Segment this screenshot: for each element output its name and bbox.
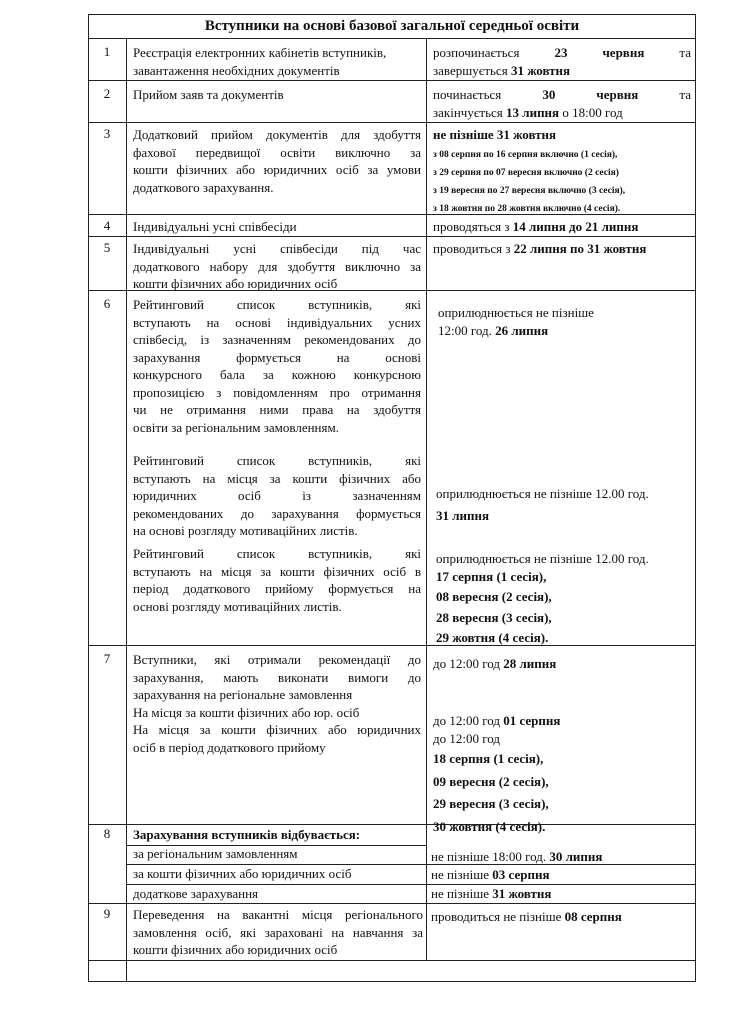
row-description: Індивідуальні усні співбесіди під час додаткового набору для здобуття виключно за кошти фізичних або юридичних осіб: [133, 241, 421, 291]
row-timing: до 12:00 год 01 серпня до 12:00 год 18 серпня (1 сесія), 09 вересня (2 сесія), 29 вересня (3 сесія), 30 жовтня (4 сесія).: [433, 713, 561, 834]
row-number: 2: [103, 86, 111, 101]
column-divider-time: [426, 38, 427, 960]
row-timing: оприлюднюється не пізніше 12.00 год. 31 липня: [436, 486, 649, 523]
row-description: Переведення на вакантні місця регіонального замовлення осіб, які зараховані на навчання за кошти фізичних або юридичних осіб: [133, 907, 423, 957]
row-number: 8: [103, 826, 111, 841]
row-description: Реєстрація електронних кабінетів вступників, завантаження необхідних документів: [133, 45, 387, 78]
row-description: Рейтинговий список вступників, які вступають на місця за кошти фізичних або юридичних осіб із зазначенням рекомендованих до зарахування формується на основі розгляду мотиваційних листів.: [133, 453, 421, 538]
row-timing: не пізніше 31 жовтня з 08 серпня по 16 серпня включно (1 сесія), з 29 серпня по 07 вересня включно (2 сесія) з 19 вересня по 27 вересня включно (3 сесія), з 18 жовтня по 28 жовтня включно (4 сесія).: [433, 127, 626, 214]
row-divider: [88, 236, 696, 237]
row-description: Додатковий прийом документів для здобуття фахової передвищої освіти виключно за кошти фізичних або юридичних осіб за умови додаткового зарахування.: [133, 127, 421, 195]
row-timing: проводяться з 14 липня до 21 липня: [433, 219, 639, 234]
row-divider: [88, 122, 696, 123]
row-number: 1: [103, 44, 111, 59]
row-divider: [88, 903, 696, 904]
row-timing: не пізніше 31 жовтня: [431, 886, 552, 901]
row-number: 9: [103, 906, 111, 921]
row-timing: проводиться з 22 липня по 31 жовтня: [433, 241, 647, 256]
row-heading: Зарахування вступників відбувається:: [133, 827, 361, 842]
row-number: 7: [103, 651, 111, 666]
row-subitem: за кошти фізичних або юридичних осіб: [133, 866, 352, 881]
row-divider: [88, 960, 696, 961]
row-description: Рейтинговий список вступників, які вступають на основі індивідуальних усних співбесід, із зазначенням рекомендованих до зарахування формується на основі конкурсного бала за кожною конкурсною пропозицією з повідомленням про отримання чи не отримання ними права на здобуття освіти за регіональним замовленням.: [133, 297, 421, 435]
row-description: Рейтинговий список вступників, які вступають на місця за кошти фізичних осіб в період додаткового прийому формується на основі розгляду мотиваційних листів.: [133, 546, 421, 614]
row-number: 3: [103, 126, 111, 141]
row-description: Індивідуальні усні співбесіди: [133, 219, 297, 234]
row-timing: розпочинається 23 червня та завершується 31 жовтня: [433, 45, 692, 78]
row-timing: не пізніше 18:00 год. 30 липня: [431, 849, 603, 864]
row-timing: оприлюднюється не пізніше 12:00 год. 26 липня: [438, 305, 594, 338]
row-number: 5: [103, 240, 111, 255]
row-timing: починається 30 червня та закінчується 13 липня о 18:00 год: [433, 87, 691, 120]
row-subitem: додаткове зарахування: [133, 886, 259, 901]
row-subitem: за регіональним замовленням: [133, 846, 298, 861]
row-divider: [88, 38, 696, 39]
row-description: Вступники, які отримали рекомендації до зарахування, мають виконати вимоги до зарахування на регіональне замовлення На місця за кошти фізичних або юр. осіб На місця за кошти фізичних або юридичних осіб в період додаткового прийому: [133, 652, 421, 755]
table-title: Вступники на основі базової загальної середньої освіти: [204, 18, 580, 34]
row-timing: не пізніше 03 серпня: [431, 867, 550, 882]
row-number: 6: [103, 296, 111, 311]
column-divider-num: [126, 38, 127, 982]
row-timing: оприлюднюється не пізніше 12.00 год. 17 серпня (1 сесія), 08 вересня (2 сесія), 28 вересня (3 сесія), 29 жовтня (4 сесія).: [436, 551, 649, 645]
row-number: 4: [103, 218, 111, 233]
row-timing: до 12:00 год 28 липня: [433, 656, 557, 671]
row-divider: [88, 80, 696, 81]
row-timing: проводиться не пізніше 08 серпня: [431, 909, 622, 924]
row-description: Прийом заяв та документів: [133, 87, 284, 102]
